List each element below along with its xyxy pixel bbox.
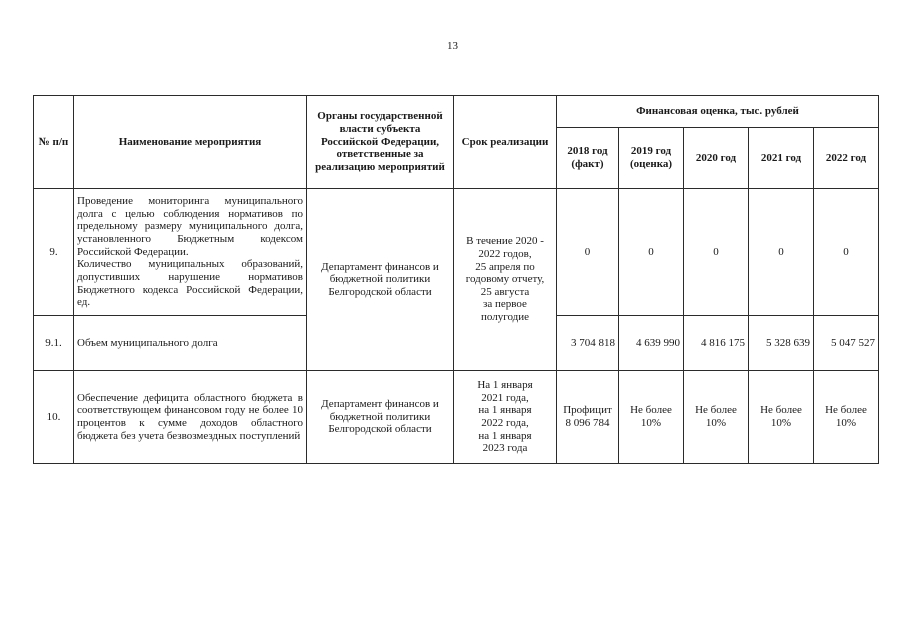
row-number: 9.: [34, 189, 74, 316]
value-2021: 0: [749, 189, 814, 316]
value-2019: Не более 10%: [619, 371, 684, 464]
header-year-2021: 2021 год: [749, 128, 814, 189]
value-2018: Профицит 8 096 784: [557, 371, 619, 464]
header-year-2020: 2020 год: [684, 128, 749, 189]
header-year-2018: 2018 год (факт): [557, 128, 619, 189]
measure-description: Проведение мониторинга муниципального долга с целью соблюдения нормативов по предельному размеру муниципального долга, установленного Бюджетным кодексом Российской Федерации.: [77, 195, 303, 258]
value-2020: 0: [684, 189, 749, 316]
value-2022: 5 047 527: [814, 316, 879, 371]
value-2021: Не более 10%: [749, 371, 814, 464]
row-number: 9.1.: [34, 316, 74, 371]
header-year-2022: 2022 год: [814, 128, 879, 189]
value-2018: 3 704 818: [557, 316, 619, 371]
implementation-term: В течение 2020 - 2022 годов, 25 апреля по годовому отчету, 25 августа за первое полугодие: [454, 189, 557, 371]
value-2019: 4 639 990: [619, 316, 684, 371]
value-2021: 5 328 639: [749, 316, 814, 371]
responsible-organ: Департамент финансов и бюджетной политики Белгородской области: [307, 189, 454, 371]
header-year-2019: 2019 год (оценка): [619, 128, 684, 189]
implementation-term: На 1 января 2021 года, на 1 января 2022 года, на 1 января 2023 года: [454, 371, 557, 464]
responsible-organ: Департамент финансов и бюджетной политики Белгородской области: [307, 371, 454, 464]
measures-table: [33, 95, 879, 464]
row-number: 10.: [34, 371, 74, 464]
value-2019: 0: [619, 189, 684, 316]
measure-name: [74, 189, 307, 316]
value-2020: Не более 10%: [684, 371, 749, 464]
page-number: 13: [447, 40, 458, 52]
header-name: Наименование мероприятия: [74, 96, 307, 189]
header-financial-estimate: Финансовая оценка, тыс. рублей: [557, 96, 879, 128]
table-row-10: [34, 371, 879, 464]
header-num: № п/п: [34, 96, 74, 189]
header-organ: Органы государственной власти субъекта Российской Федерации, ответственные за реализацию мероприятий: [307, 96, 454, 189]
measure-name: Обеспечение дефицита областного бюджета в соответствующем финансовом году не более 10 процентов к сумме доходов областного бюджета без учета безвозмездных поступлений: [74, 371, 307, 464]
value-2018: 0: [557, 189, 619, 316]
table-row-9: [34, 189, 879, 316]
measure-indicator: Количество муниципальных образований, допустивших нарушение нормативов Бюджетного кодекса Российской Федерации, ед.: [77, 258, 303, 309]
value-2022: 0: [814, 189, 879, 316]
value-2022: Не более 10%: [814, 371, 879, 464]
measure-name: Объем муниципального долга: [74, 316, 307, 371]
header-term: Срок реализации: [454, 96, 557, 189]
value-2020: 4 816 175: [684, 316, 749, 371]
